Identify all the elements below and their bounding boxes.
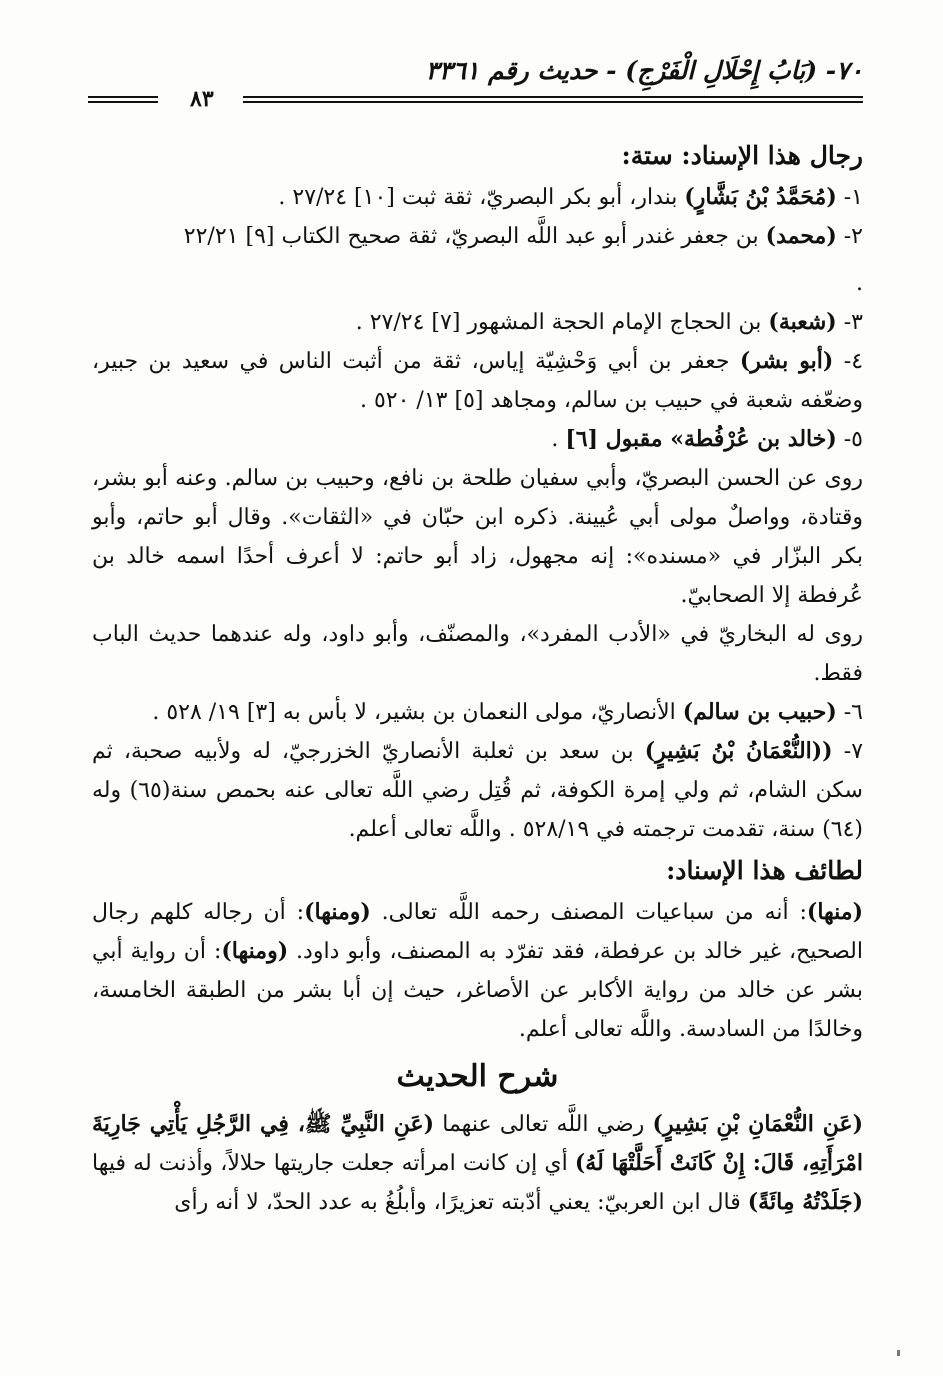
khalid-bio-paragraph: روى عن الحسن البصريّ، وأبي سفيان طلحة بن نافع، وحبيب بن سالم. وعنه أبو بشر، وقتادة، وواصلٌ مولى أبي عُيينة. ذكره ابن حبّان في «الثقات». وقال أبو حاتم، وأبو بكر البزّار في «مسنده»: إنه مجهول، زاد أبو حاتم: لا أعرف أحدًا اسمه خالد بن عُرفطة إلا الصحابيّ.	[92, 466, 863, 608]
narrator-name: (حبيب بن سالم)	[682, 699, 837, 725]
sharh-text: رضي اللَّه تعالى عنهما	[434, 1112, 653, 1137]
item-number: ٦-	[836, 700, 863, 725]
header-rule	[243, 96, 863, 98]
page-body	[92, 134, 863, 1222]
hadith-quote: (جَلَدْتُهُ مِائَةً)	[747, 1189, 863, 1215]
item-number: ٢-	[836, 224, 863, 249]
narrator-text: بندار، أبو بكر البصريّ، ثقة ثبت [١٠] ٢٧/٢٤ .	[278, 185, 685, 210]
narrator-text: بن الحجاج الإمام الحجة المشهور [٧] ٢٧/٢٤ .	[355, 310, 769, 335]
sharh-heading: شرح الحديث	[396, 1059, 559, 1094]
narrator-name: ((النُّعْمَانُ بْنُ بَشِيرٍ)	[644, 738, 833, 764]
narrator-item-5	[92, 420, 863, 459]
narrator-text: .	[551, 427, 566, 452]
narrator-item-3	[92, 303, 863, 342]
header-rule	[243, 101, 863, 103]
item-number: ٣-	[836, 310, 863, 335]
item-number: ٤-	[833, 349, 864, 374]
narrator-text: الأنصاريّ، مولى النعمان بن بشير، لا بأس به [٣] ١٩/ ٥٢٨ .	[152, 700, 683, 725]
narrator-item-4	[92, 342, 863, 420]
marker: (ومنها)	[221, 938, 289, 964]
narrator-name: (مُحَمَّدُ بْنُ بَشَّارٍ)	[684, 184, 837, 210]
narrator-text: بن جعفر غندر أبو عبد اللَّه البصريّ، ثقة صحيح الكتاب [٩] ٢٢/٢١	[183, 224, 766, 249]
page-header	[88, 56, 863, 112]
header-rule-short	[88, 96, 158, 98]
narrator-item-1	[92, 178, 863, 217]
narrator-item-2	[92, 217, 863, 256]
khalid-riwaya-paragraph: روى له البخاريّ في «الأدب المفرد»، والمصنّف، وأبو داود، وله عندهما حديث الباب فقط.	[92, 622, 863, 686]
narrator-text: بن سعد بن ثعلبة الأنصاريّ الخزرجيّ، له ولأبيه صحبة، ثم سكن الشام، ثم ولي إمرة الكوفة، ثم قُتِل رضي اللَّه تعالى عنه بحمص سنة(٦٥) وله (٦٤) سنة، تقدمت ترجمته في ٥٢٨/١٩ . واللَّه تعالى أعلم.	[92, 739, 863, 842]
narrator-name: (خالد بن عُرْفُطة» مقبول [٦]	[565, 426, 837, 452]
narrator-name: (شعبة)	[768, 309, 837, 335]
narrator-name: (أبو بشر)	[739, 348, 834, 374]
running-title: ٧٠- (بَابُ إِحْلَالِ الْفَرْجِ) - حديث رقم ٣٣٦١	[425, 56, 863, 85]
lataif-text: : أنه من سباعيات المصنف رحمه اللَّه تعالى.	[370, 900, 807, 925]
marker: (منها)	[806, 899, 863, 925]
hadith-quote: (عَنِ النَّبِيِّ ﷺ، فِي الرَّجُلِ يَأْتِي جَارِيَةَ امْرَأَتِهِ، قَالَ: إِنْ كَانَتْ أَحَلَّتْهَا لَهُ)	[92, 1111, 863, 1176]
narrator-item-6	[92, 693, 863, 732]
header-rule-short	[88, 101, 158, 103]
lataif-heading: لطائف هذا الإسناد:	[666, 856, 863, 885]
narrator-item-7	[92, 732, 863, 849]
narrator-name: (محمد)	[765, 223, 837, 249]
isnad-heading: رجال هذا الإسناد: ستة:	[621, 141, 863, 170]
page-number: ٨٣	[190, 86, 214, 112]
item-number: ٥-	[836, 427, 863, 452]
lataif-text: : أن رجاله كلهم رجال الصحيح، غير خالد بن عرفطة، فقد تفرّد به المصنف، وأبو داود.	[92, 900, 863, 964]
hadith-quote: (عَنِ النُّعْمَانِ بْنِ بَشِيرٍ)	[652, 1111, 863, 1137]
sharh-text: قال ابن العربيّ: يعني أدّبته تعزيرًا، وأبلُغُ به عدد الحدّ، لا أنه رأى	[174, 1190, 748, 1215]
narrator-text: جعفر بن أبي وَحْشِيّة إياس، ثقة من أثبت الناس في سعيد بن جبير، وضعّفه شعبة في حبيب بن سالم، ومجاهد [٥] ١٣/ ٥٢٠ .	[92, 349, 863, 413]
lataif-text: : أن رواية أبي بشر عن خالد من رواية الأكابر عن الأصاغر، حيث إن أبا بشر من الطبقة الخامسة، وخالدًا من السادسة. واللَّه تعالى أعلم.	[92, 939, 863, 1042]
sharh-paragraph	[92, 1105, 863, 1222]
scan-mark	[897, 1350, 900, 1356]
item-number: ٧-	[832, 739, 864, 764]
lataif-paragraph	[92, 893, 863, 1049]
item-number: ١-	[836, 185, 863, 210]
sharh-text: أي إن كانت امرأته جعلت جاريتها حلالاً، وأذنت له فيها	[92, 1151, 575, 1176]
continuation-dot: .	[856, 271, 863, 296]
marker: (ومنها)	[304, 899, 371, 925]
